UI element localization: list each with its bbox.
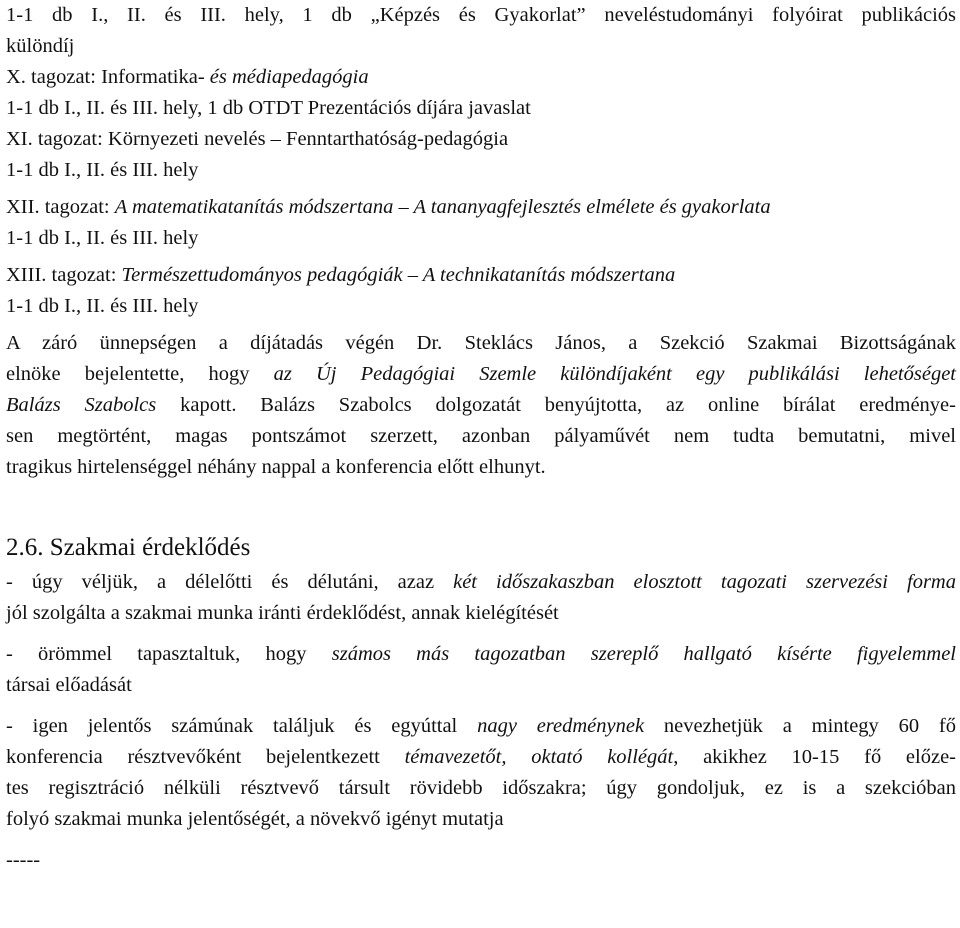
text-line: 1-1 db I., II. és III. hely, 1 db „Képzés és Gyakorlat” neveléstudományi folyóirat publikációs: [6, 4, 956, 26]
text-line: folyó szakmai munka jelentőségét, a növekvő igényt mutatja: [6, 808, 504, 830]
section-title-xiii: XIII. tagozat: Természettudományos pedagógiák – A technikatanítás módszertana: [6, 264, 676, 286]
text-line: Balázs Szabolcs kapott. Balázs Szabolcs dolgozatát benyújtotta, az online bírálat eredménye-: [6, 394, 956, 416]
text-line: 1-1 db I., II. és III. hely: [6, 295, 199, 317]
document-page: [6, 0, 956, 876]
closing-paragraph: [6, 328, 956, 483]
text-line: elnöke bejelentette, hogy az Új Pedagógiai Szemle különdíjaként egy publikálási lehetőséget: [6, 363, 957, 385]
text-line: tes regisztráció nélküli résztvevő társult rövidebb időszakra; úgy gondoljuk, ez is a szekcióban: [6, 777, 956, 799]
section-heading: 2.6. Szakmai érdeklődés: [6, 534, 251, 561]
text-line: 1-1 db I., II. és III. hely: [6, 227, 199, 249]
section-title-xi: XI. tagozat: Környezeti nevelés – Fenntarthatóság-pedagógia: [6, 128, 509, 150]
text-line: - igen jelentős számúnak találjuk és egyúttal nagy eredménynek nevezhetjük a mintegy 60 fő: [6, 715, 956, 737]
bullet-item: [6, 639, 956, 701]
text-line: 1-1 db I., II. és III. hely, 1 db OTDT Prezentációs díjára javaslat: [6, 97, 531, 119]
text-line: konferencia résztvevőként bejelentkezett témavezetőt, oktató kollégát, akikhez 10-15 fő előze-: [6, 746, 956, 768]
text-line: társai előadását: [6, 674, 132, 696]
text-line: tragikus hirtelenséggel néhány nappal a konferencia előtt elhunyt.: [6, 456, 546, 478]
bullet-item: [6, 567, 956, 629]
text-line: különdíj: [6, 35, 75, 57]
section-title-xii: XII. tagozat: A matematikatanítás módszertana – A tananyagfejlesztés elmélete és gyakorlata: [6, 196, 771, 218]
bullet-item: [6, 711, 956, 835]
text-line: - örömmel tapasztaltuk, hogy számos más tagozatban szereplő hallgató kísérte figyelemmel: [6, 643, 956, 665]
text-line: 1-1 db I., II. és III. hely: [6, 159, 199, 181]
text-line: jól szolgálta a szakmai munka iránti érdeklődést, annak kielégítését: [6, 602, 559, 624]
text-line: - úgy véljük, a délelőtti és délutáni, azaz két időszakaszban elosztott tagozati szervezési forma: [6, 571, 956, 593]
text-line: A záró ünnepségen a díjátadás végén Dr. Steklács János, a Szekció Szakmai Bizottságának: [6, 332, 956, 354]
section-title-x: X. tagozat: Informatika- és médiapedagógia: [6, 66, 369, 88]
text-line: sen megtörtént, magas pontszámot szerzett, azonban pályaművét nem tudta bemutatni, mivel: [6, 425, 956, 447]
footnote-separator: -----: [6, 849, 41, 871]
